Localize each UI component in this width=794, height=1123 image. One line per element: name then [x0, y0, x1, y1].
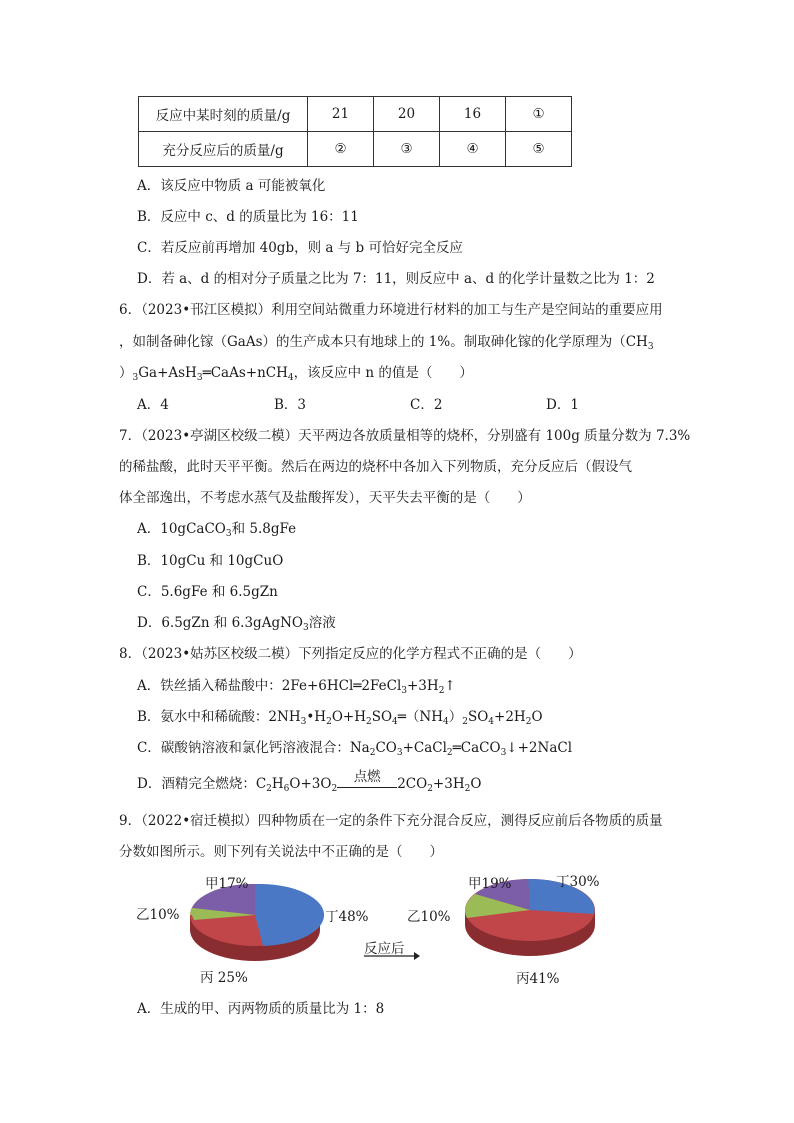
table-row — [139, 132, 572, 167]
mass-table — [138, 96, 572, 167]
after-label-bing: 丙41% — [516, 971, 560, 987]
q7-option-a: A．10gCaCO$_3$和 5.8gFe — [137, 521, 297, 539]
row-label: 充分反应后的质量/g — [139, 132, 308, 167]
q7-option-d: D．6.5gZn 和 6.3gAgNO$_3$溶液 — [137, 615, 336, 633]
after-label-yi: 乙10% — [407, 909, 451, 925]
q6-stem-line2: ，如制备砷化镓（GaAs）的生产成本只有地球上的 1%。制取砷化镓的化学原理为（$CH_3$ — [119, 334, 654, 352]
q6-stem-line3: ）$_3Ga+AsH_3═CaAs+nCH_4$，该反应中 n 的值是（ ） — [119, 365, 473, 383]
table-row — [139, 97, 572, 132]
q7-option-c: C．5.6gFe 和 6.5gZn — [137, 584, 278, 600]
q5-option-d: D．若 a、d 的相对分子质量之比为 7：11，则反应中 a、d 的化学计量数之比为 1：2 — [137, 271, 655, 287]
arrow-label: 反应后 — [364, 941, 405, 957]
q8-option-a: A．铁丝插入稀盐酸中：$2Fe+6HCl═2FeCl_3+3H_2↑$ — [137, 678, 456, 696]
table-cell: ⑤ — [506, 132, 572, 167]
q9-stem-line2: 分数如图所示。则下列有关说法中不正确的是（ ） — [119, 844, 443, 860]
row-label: 反应中某时刻的质量/g — [139, 97, 308, 132]
q6-option-d: D．1 — [546, 397, 579, 413]
table-cell: 20 — [374, 97, 440, 132]
arrow-head-icon — [414, 952, 420, 960]
before-label-ding: 丁48% — [325, 909, 369, 925]
before-label-bing: 丙 25% — [200, 970, 248, 986]
table-cell: 16 — [440, 97, 506, 132]
table-cell: 21 — [308, 97, 374, 132]
q6-stem-line1: 6．（2023•邗江区模拟）利用空间站微重力环境进行材料的加工与生产是空间站的重要应用 — [119, 302, 663, 318]
reaction-condition: 点燃 — [337, 778, 397, 788]
q6-option-a: A．4 — [137, 397, 169, 413]
table-cell: ③ — [374, 132, 440, 167]
q5-option-a: A．该反应中物质 a 可能被氧化 — [137, 178, 326, 194]
table-cell: ① — [506, 97, 572, 132]
before-label-yi: 乙10% — [136, 907, 180, 923]
before-label-jia: 甲17% — [205, 876, 249, 892]
q6-option-b: B．3 — [274, 397, 307, 413]
after-label-jia: 甲19% — [468, 876, 512, 892]
after-label-ding: 丁30% — [556, 874, 600, 890]
q9-option-a: A．生成的甲、丙两物质的质量比为 1：8 — [137, 1001, 385, 1017]
table-cell: ④ — [440, 132, 506, 167]
q6-option-c: C．2 — [410, 397, 443, 413]
q8-option-d: D．酒精完全燃烧：$C_2H_6O+3O_2$ 点燃 $2CO_2+3H_2O$ — [137, 769, 482, 794]
q8-option-b: B．氨水中和稀硫酸：$2NH_3•H_2O+H_2SO_4═(NH_4)_2SO_4+2H_2O$ — [137, 709, 543, 727]
q9-stem-line1: 9．（2022•宿迁模拟）四种物质在一定的条件下充分混合反应，测得反应前后各物质的质量 — [119, 813, 663, 829]
q8-stem: 8．（2023•姑苏区校级二模）下列指定反应的化学方程式不正确的是（ ） — [119, 646, 582, 662]
table-cell: ② — [308, 132, 374, 167]
q8-option-c: C．碳酸钠溶液和氯化钙溶液混合：$Na_2CO_3+CaCl_2═CaCO_3↓+2NaCl$ — [137, 740, 573, 758]
q7-stem-line3: 体全部逸出，不考虑水蒸气及盐酸挥发），天平失去平衡的是（ ） — [119, 490, 531, 506]
q7-stem-line2: 的稀盐酸，此时天平平衡。然后在两边的烧杯中各加入下列物质，充分反应后（假设气 — [119, 459, 632, 475]
q5-option-c: C．若反应前再增加 40gb，则 a 与 b 可恰好完全反应 — [137, 240, 463, 256]
q7-option-b: B．10gCu 和 10gCuO — [137, 553, 284, 569]
pie-before — [190, 884, 324, 961]
q5-option-b: B．反应中 c、d 的质量比为 16：11 — [137, 209, 359, 225]
q7-stem-line1: 7．（2023•亭湖区校级二模）天平两边各放质量相等的烧杯，分别盛有 100g 质量分数为 7.3% — [119, 428, 691, 444]
